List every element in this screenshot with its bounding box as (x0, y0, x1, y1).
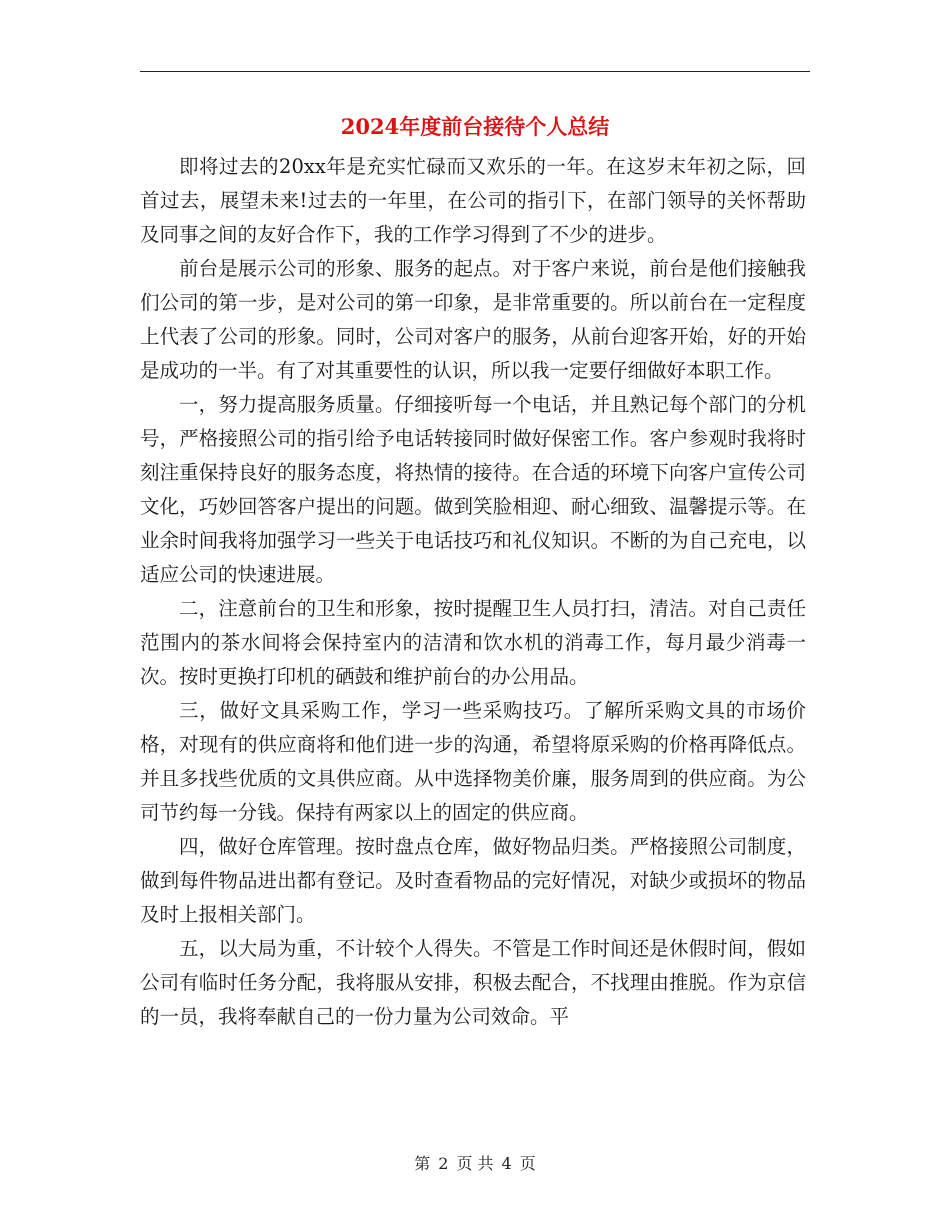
total-pages-number: 4 (501, 1154, 512, 1173)
paragraph-item-2: 二，注意前台的卫生和形象，按时提醒卫生人员打扫，清洁。对自己责任范围内的茶水间将会保持室内的洁清和饮水机的消毒工作，每月最少消毒一次。按时更换打印机的硒鼓和维护前台的办公用品。 (140, 597, 806, 688)
current-page-number: 2 (438, 1154, 449, 1173)
footer-prefix: 第 (414, 1154, 431, 1173)
paragraph-item-1: 一，努力提高服务质量。仔细接听每一个电话，并且熟记每个部门的分机号，严格接照公司的指引给予电话转接同时做好保密工作。客户参观时我将时刻注重保持良好的服务态度，将热情的接待。在合适的环境下向客户宣传公司文化，巧妙回答客户提出的问题。做到笑脸相迎、耐心细致、温馨提示等。在业余时间我将加强学习一些关于电话技巧和礼仪知识。不断的为自己充电，以适应公司的快速进展。 (140, 393, 806, 586)
paragraph-item-5: 五，以大局为重，不计较个人得失。不管是工作时间还是休假时间，假如公司有临时任务分配，我将服从安排，积极去配合，不找理由推脱。作为京信的一员，我将奉献自己的一份力量为公司效命。平 (140, 937, 806, 1028)
header-rule (140, 71, 810, 72)
paragraph-intro: 即将过去的20xx年是充实忙碌而又欢乐的一年。在这岁末年初之际，回首过去，展望未来!过去的一年里，在公司的指引下，在部门领导的关怀帮助及同事之间的友好合作下，我的工作学习得到了不少的进步。 (140, 155, 806, 246)
page-footer (0, 1152, 950, 1176)
paragraph-item-4: 四，做好仓库管理。按时盘点仓库，做好物品归类。严格接照公司制度，做到每件物品进出都有登记。及时查看物品的完好情况，对缺少或损坏的物品及时上报相关部门。 (140, 835, 806, 926)
document-title: 2024年度前台接待个人总结 (340, 114, 610, 139)
footer-suffix: 页 (519, 1154, 536, 1173)
paragraph-front-desk-role: 前台是展示公司的形象、服务的起点。对于客户来说，前台是他们接触我们公司的第一步，是对公司的第一印象，是非常重要的。所以前台在一定程度上代表了公司的形象。同时，公司对客户的服务，从前台迎客开始，好的开始是成功的一半。有了对其重要性的认识，所以我一定要仔细做好本职工作。 (140, 257, 806, 382)
document-body (140, 150, 806, 1100)
paragraph-item-3: 三，做好文具采购工作，学习一些采购技巧。了解所采购文具的市场价格，对现有的供应商将和他们进一步的沟通，希望将原采购的价格再降低点。并且多找些优质的文具供应商。从中选择物美价廉，服务周到的供应商。为公司节约每一分钱。保持有两家以上的固定的供应商。 (140, 699, 806, 824)
footer-middle: 页 共 (456, 1154, 494, 1173)
